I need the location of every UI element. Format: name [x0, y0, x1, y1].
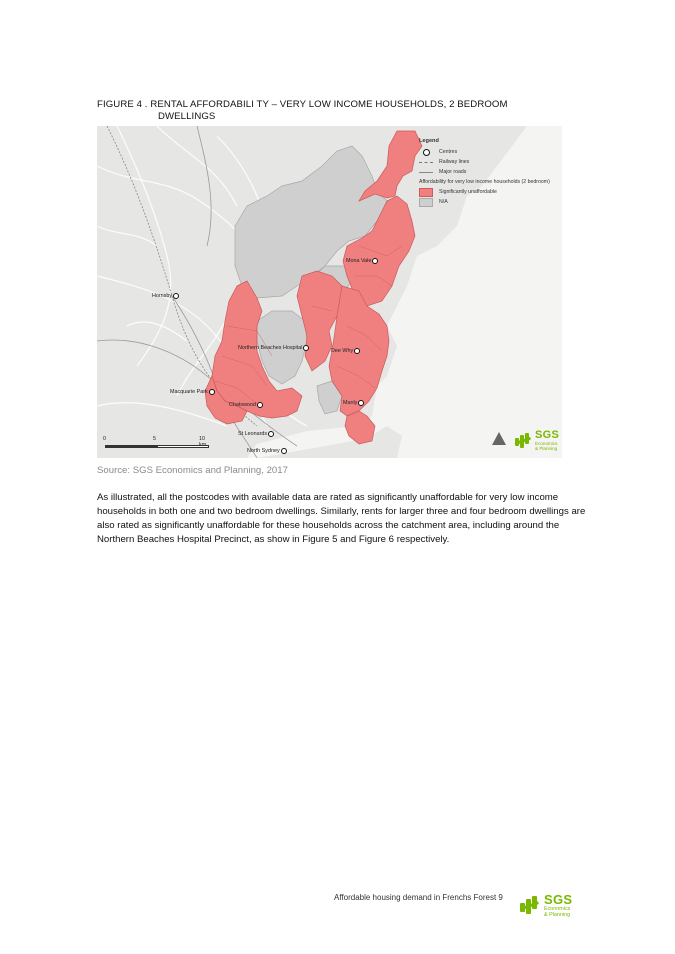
body-paragraph: As illustrated, all the postcodes with available data are rated as significantly unaffordable for very low income households in both one and two bedroom dwellings. Similarly, rents for larger three and four bedroom dwellings are also rated as significantly unaffordable for these households across the catchment area, including around the Northern Beaches Hospital Precinct, as show in Figure 5 and Figure 6 respectively. — [97, 492, 586, 545]
centre-marker-icon — [257, 402, 263, 408]
figure-title — [97, 99, 517, 123]
place-st-leonards: St Leonards — [238, 431, 274, 437]
centre-marker-icon — [358, 400, 364, 406]
figure-source: Source: SGS Economics and Planning, 2017 — [97, 465, 288, 476]
centre-marker-icon — [303, 345, 309, 351]
unaffordable-swatch-icon — [419, 188, 433, 197]
footer-sgs-logo: SGS Economics & Planning — [520, 893, 572, 918]
footer-page-label: Affordable housing demand in Frenchs Forest 9 — [334, 893, 503, 902]
legend-affordability-heading: Affordability for very low income households (2 bedroom) — [419, 179, 550, 185]
legend-roads: Major roads — [419, 167, 559, 177]
place-northern-beaches-hospital: Northern Beaches Hospital — [238, 345, 309, 351]
place-hornsby: Hornsby — [152, 293, 179, 299]
legend-na: N/A — [419, 197, 559, 207]
place-north-sydney: North Sydney — [247, 448, 287, 454]
legend-centres: Centres — [419, 147, 559, 157]
centre-marker-icon — [372, 258, 378, 264]
place-chatswood: Chatswood — [229, 402, 263, 408]
centre-marker-icon — [354, 348, 360, 354]
affordability-map: Legend Centres Railway lines Major roads Affordability for very low income households (2 bedroom) Significantly unaffordable N/A Mona Vale Hornsby Northern Beaches Hospital Dee Why Macquarie Park Chatswood Manly St Leonards North Sydney 0 5 10 SGS Economics & Planning — [97, 126, 562, 458]
centre-marker-icon — [268, 431, 274, 437]
legend-railway: Railway lines — [419, 157, 559, 167]
legend-unaffordable: Significantly unaffordable — [419, 187, 559, 197]
road-line-icon — [419, 172, 433, 173]
place-dee-why: Dee Why — [331, 348, 360, 354]
sgs-logo-icon — [515, 433, 533, 449]
legend-heading: Legend — [419, 138, 439, 144]
north-arrow-icon — [492, 432, 506, 445]
figure-title-line-2: DWELLINGS — [158, 111, 216, 122]
na-swatch-icon — [419, 198, 433, 207]
place-mona-vale: Mona Vale — [346, 258, 378, 264]
map-sgs-logo: SGS Economics & Planning — [515, 430, 559, 451]
centre-marker-icon — [209, 389, 215, 395]
centre-marker-icon — [173, 293, 179, 299]
sgs-logo-icon — [520, 896, 542, 916]
place-macquarie-park: Macquarie Park — [170, 389, 215, 395]
map-legend — [419, 138, 559, 207]
railway-line-icon — [419, 162, 433, 163]
figure-title-line-1: FIGURE 4 . RENTAL AFFORDABILI TY – VERY LOW INCOME HOUSEHOLDS, 2 BEDROOM — [97, 99, 508, 110]
centre-symbol-icon — [423, 149, 430, 156]
centre-marker-icon — [281, 448, 287, 454]
place-manly: Manly — [343, 400, 364, 406]
